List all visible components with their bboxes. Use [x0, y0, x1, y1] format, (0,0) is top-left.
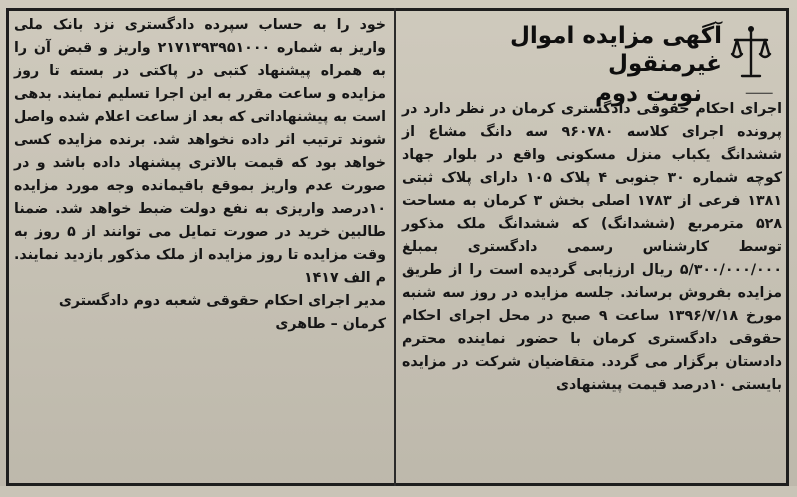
left-column-text: خود را به حساب سپرده دادگستری نزد بانک ملی واریز به شماره ۲۱۷۱۳۹۳۹۵۱۰۰۰ واریز و قبض آن را به همراه پیشنهاد کتبی در پاکتی در بسته تا روز مزایده و ساعت مقرر به این اجرا تسلیم نمایند. بدهی است به پیشنهاداتی که بعد از ساعت اعلام شده واصل شوند ترتیب اثر داده نخواهد شد. برنده مزایده کسی خواهد بود که قیمت بالاتری پیشنهاد داده باشد و در صورت عدم واریز بموقع باقیمانده وجه مورد مزایده ۱۰درصد واریزی به نفع دولت ضبط خواهد شد. ضمنا طالبین خرید در صورت تمایل می توانند از ۵ روز به وقت مزایده تا روز مزایده از ملک مذکور بازدید نمایند. م الف ۱۴۱۷ [14, 17, 386, 286]
emblem-caption: ⸻ [745, 86, 773, 99]
notice-heading [402, 22, 722, 108]
right-column-text: اجرای احکام حقوقی دادگستری کرمان در نظر دارد در پرونده اجرای کلاسه ۹۶۰۷۸۰ سه دانگ مشاع از ششدانگ یکباب منزل مسکونی واقع در بلوار جهاد کوچه شماره ۳۰ جنوبی ۴ پلاک ۱۰۵ دارای پلاک ثبتی ۱۳۸۱ فرعی از ۱۷۸۳ اصلی بخش ۳ کرمان به مساحت ۵۲۸ مترمربع (ششدانگ) که ششدانگ ملک مذکور توسط کارشناس رسمی دادگستری بمبلغ ۵/۳۰۰/۰۰۰/۰۰۰ ریال ارزیابی گردیده است را از طریق مزایده بفروش برساند. جلسه مزایده در روز سه شنبه مورخ ۱۳۹۶/۷/۱۸ ساعت ۹ صبح در محل اجرای احکام حقوقی دادگستری کرمان با حضور نماینده محترم دادستان برگزار می گردد. متقاضیان شرکت در مزایده بایستی ۱۰درصد قیمت پیشنهادی [402, 101, 783, 393]
signature-title: مدیر اجرای احکام حقوقی شعبه دوم دادگستری [58, 293, 386, 309]
right-column [402, 98, 782, 397]
justice-scales-icon [730, 24, 772, 84]
notice-subtitle: نوبت دوم [594, 81, 702, 107]
next-clipping-edge [0, 486, 797, 497]
notice-title: آگهی مزایده اموال غیرمنقول [509, 23, 722, 77]
left-column [14, 14, 386, 336]
signature-name: کرمان – طاهری [275, 316, 386, 332]
column-divider [394, 8, 396, 486]
